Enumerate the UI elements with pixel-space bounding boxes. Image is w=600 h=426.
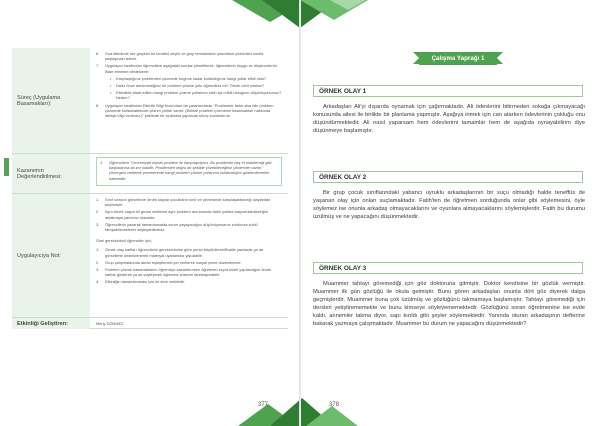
process-step: 7. Uygulayıcı tarafından öğrencilere aşağıdaki sorular yöneltilerek, öğrencilerin duygu ve düşüncelerini ifade etmeleri desteklenir: — [96, 63, 277, 74]
process-row — [12, 48, 288, 154]
process-step: 8. Uygulayıcı tarafından Etkinlik Bilgi Notu'ndan da yararlanılarak “Problemler farklı olsa bile problem çözmede kullanılabilecek çözüm yolları vardır. (Birlikte problem çözmenin basamakları hakkında detaylı bilgi verilmez.)” şeklinde bir açıklama yapılarak süreç sonlandırılır. — [96, 102, 274, 119]
right-page — [301, 0, 600, 426]
process-bullet: • Karşılaştığınız problemleri çözmede bugüne kadar kullandığınız hangi yollar etkili oldu? — [110, 75, 267, 81]
left-page — [0, 0, 299, 426]
case-3-text: Muammer tahtayı göremediği için göz doktoruna gitmiştir. Doktor kendisine bir gözlük vermiştir. Muammer ilk gün gözlüğü ile okula gelmiştir. Bunu gören arkadaşları onunla dört göz diyerek dalga geçmişlerdir. Muammer buna çok üzülmüş ve gözlüğünü takmamaya başlamıştır. Tahtayı göremediği için dersleri yetiştirememekte ve bunu kimseye söyleyememektedir. Gözlüğünü soran öğretmenine ise evde kaldı, annemler takma diyor, sapı kırıldı gibi şeyler söylemektedir. Yanında oturan arkadaşının defterine bakarak yazmaya çalışmaktadır. Muammer bu durum ne yapacağını düşünmektedir? — [313, 281, 585, 328]
gain-row — [12, 154, 288, 194]
case-2-title: ÖRNEK OLAY 2 — [313, 171, 583, 183]
note-item: 1. Sınıf sırasını görselinde örnek olaylar çocukların sınıf ve çevresinde karşılaşabileceği olaylardan seçilmiştir. — [96, 197, 271, 208]
case-3-title: ÖRNEK OLAY 3 — [313, 262, 583, 274]
special-item: 4. Etkinliğin tamamlanması için ek süre verilebilir. — [96, 279, 186, 285]
case-1-title: ÖRNEK OLAY 1 — [313, 85, 583, 97]
note-item: 3. Öğrencilerin yazarak tamamlamakta sorun yaşayacağını düşünüyorsanız sınıfınıza sözlü tartışabileceklerini söyleyebilirsiniz. — [96, 221, 258, 233]
note-item: 2. Aynı örnek olayın iki gruba verilmesi aynı problem durumunda farklı yollara başvurulabileceğini anlatmaya yardımcı olacaktır. — [96, 209, 268, 220]
process-label: Süreç (Uygulama Basamakları): — [12, 48, 90, 153]
side-accent-bar — [4, 158, 9, 176]
developer-row — [12, 318, 288, 329]
special-item: 1. Örnek olay kartları öğrencilerin gereksinimine göre punto büyütülerek/Braille yazılarak ya da görsellerle desteklenerek materyal uyarlaması yapılabilir. — [96, 247, 264, 258]
gain-content — [90, 154, 288, 193]
process-bullet: • Daha önce denemediğiniz bir problem çözme yolu öğrendiniz mi? Örnek verir misiniz? — [110, 83, 265, 89]
process-content — [90, 48, 288, 153]
case-1-text: Arkadaşları Ali'yi dışarıda oynamak için çağırmaktadır. Ali ödevlerini bitirmeden sokağa çıkmayacağı konusunda ailesi ile birlikte bir planlama yapmıştır. Aşağıya inmek için can atarken ödevlerinin çokluğu onu düşündürmektedir. Ali nasıl yaparsam hem ödevlerimi tamamlar hem de aşağıda oynayabilirim diye düşünmeye başlamıştır. — [313, 104, 585, 135]
process-step: 6. Sıra bitiminde her gruptan bir temsilci seçilir ve grup temsilcisinin yazdıkları çözümleri sınıfla paylaşması istenir. — [96, 51, 264, 62]
page-number-right: 378 — [329, 402, 340, 408]
developer-value: Meriç DÖNMEZ — [90, 318, 288, 329]
special-item: 3. Problem çözme basamaklarını öğrenciye kazandırırken öğretmen soyut sözel yapılacağını örnek kartlar gösterek ya da söyleyerek öğrenme sürecini farklılaştırabilir. — [96, 267, 272, 278]
notes-label: Uygulayıcıya Not: — [12, 194, 90, 317]
page-number-left: 377 — [258, 402, 269, 408]
notes-content — [90, 194, 288, 317]
developer-label: Etkinliği Geliştiren: — [12, 318, 90, 329]
worksheet-title: Çalışma Yaprağı 1 — [419, 52, 497, 65]
activity-table — [12, 48, 288, 318]
case-2-text: Bir grup çocuk sınıflarındaki yabancı uyruklu arkadaşlarının bir suçu olmadığı halde teneffüs de yaşanan olay için onları suçlamaktadır. Fatih'ten de öğretmen sorduğunda onlar gibi söylemesini, öyle söylemez ise onunla arkadaş olmayacaklarını ve oyunlara almayacaklarını söylemişlerdir. Fatih bu durumu üzülmüş ve ne yapacağını düşünmektedir. — [313, 190, 585, 221]
notes-row — [12, 194, 288, 318]
gain-box: 1. Öğrencilere “Cevrenizde kişisel problem ile karşılaştığınız. Bu problemle baş et olabileceği gibi başkalarına da zor olabilir. Problemleri doğru bir şekilde çözebileceğiniz yöntemler vardır.” yönergesi verilerek çevrelerinde hangi problem çözme yollarının kullanıldığını gözlemlemeleri istenebilir. — [96, 157, 282, 186]
gain-label: Kazanımın Değerlendirilmesi: — [12, 154, 90, 193]
process-bullet: • Etkinlikte ifade edilen hangi problem çözme yollarının sizin için etkili olduğunu düşünüyorsunuz? Neden? — [110, 90, 282, 101]
special-needs-title: Özel gereksinimli öğrenciler için; — [96, 238, 152, 244]
special-item: 2. Grup çalışmalarında akran eşleştirmesi yer verilerek sosyal çevre düzenlemesi. — [96, 259, 242, 265]
